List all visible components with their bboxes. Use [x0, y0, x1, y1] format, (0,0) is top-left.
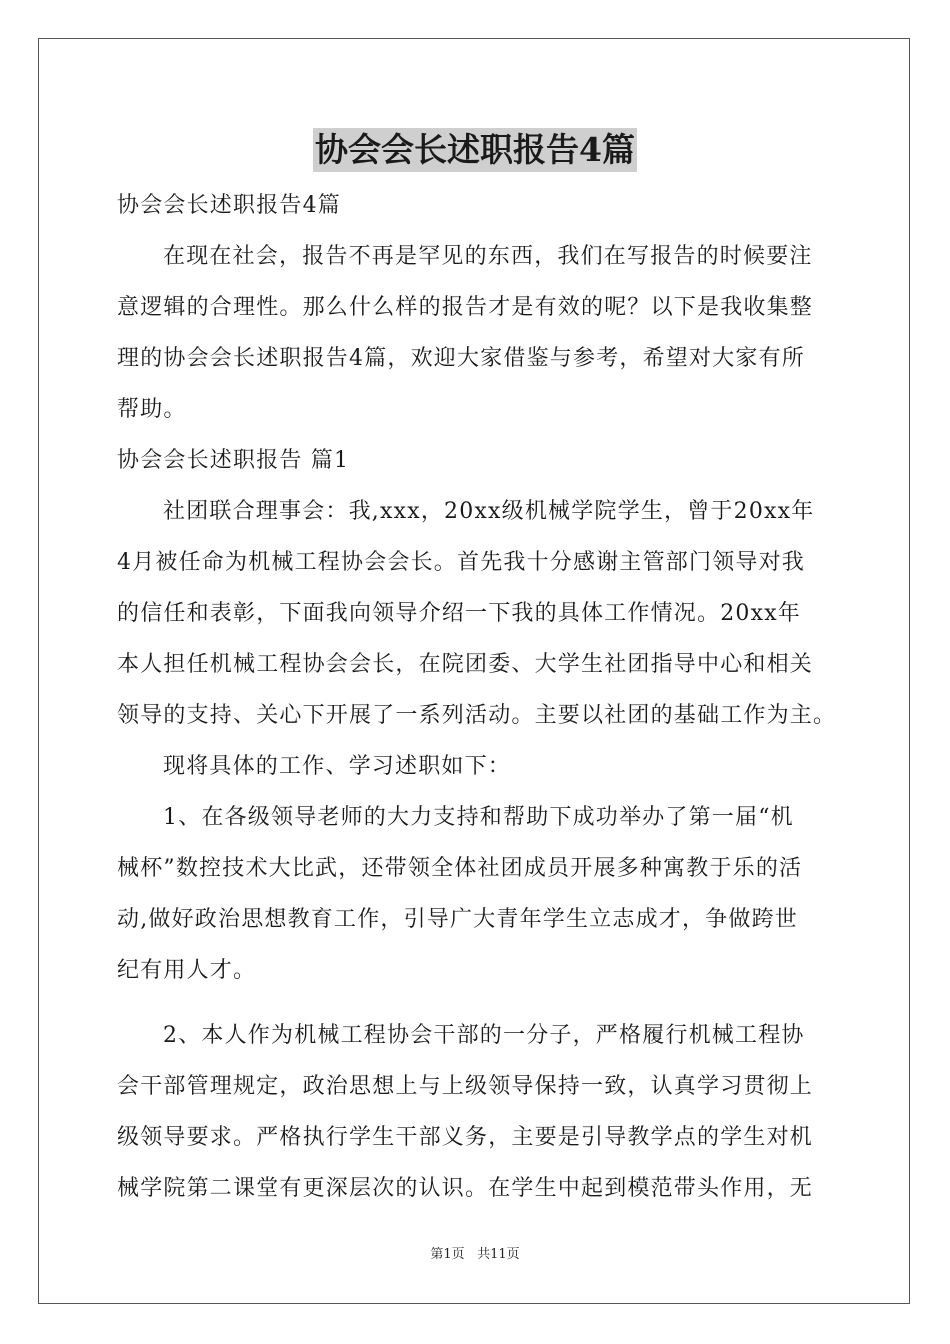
page-footer [0, 1246, 950, 1264]
paragraph-line: 领导的支持、关心下开展了一系列活动。主要以社团的基础工作为主。 [117, 703, 837, 728]
paragraph-line: 帮助。 [117, 397, 187, 422]
paragraph-line: 级领导要求。严格执行学生干部义务，主要是引导教学点的学生对机 [117, 1125, 814, 1150]
paragraph-line: 会干部管理规定，政治思想上与上级领导保持一致，认真学习贯彻上 [117, 1074, 814, 1099]
paragraph-line: 的信任和表彰，下面我向领导介绍一下我的具体工作情况。20xx年 [117, 601, 802, 626]
paragraph-line: 械学院第二课堂有更深层次的认识。在学生中起到模范带头作用，无 [117, 1176, 814, 1201]
document-title: 协会会长述职报告4篇 [313, 128, 637, 172]
page-total: 共11页 [477, 1247, 520, 1262]
paragraph-gap [117, 996, 837, 1010]
subtitle-line: 协会会长述职报告4篇 [117, 193, 341, 218]
page-number: 第1页 [430, 1247, 465, 1262]
paragraph-line: 动,做好政治思想教育工作，引导广大青年学生立志成才，争做跨世 [117, 907, 798, 932]
paragraph-line: 4月被任命为机械工程协会会长。首先我十分感谢主管部门领导对我 [117, 550, 805, 575]
paragraph-line: 纪有用人才。 [117, 958, 257, 983]
paragraph-line: 本人担任机械工程协会会长，在院团委、大学生社团指导中心和相关 [117, 652, 814, 677]
paragraph-line: 意逻辑的合理性。那么什么样的报告才是有效的呢？以下是我收集整 [117, 295, 814, 320]
paragraph-line: 现将具体的工作、学习述职如下： [163, 754, 512, 779]
paragraph-line: 理的协会会长述职报告4篇，欢迎大家借鉴与参考，希望对大家有所 [117, 346, 805, 371]
section-heading: 协会会长述职报告 篇1 [117, 448, 350, 473]
paragraph-line: 在现在社会，报告不再是罕见的东西，我们在写报告的时候要注 [163, 244, 813, 269]
paragraph-line: 社团联合理事会：我,xxx，20xx级机械学院学生，曾于20xx年 [163, 499, 815, 524]
title-wrap [0, 128, 950, 172]
paragraph-line: 2、本人作为机械工程协会干部的一分子，严格履行机械工程协 [163, 1023, 805, 1048]
document-body [117, 180, 837, 1214]
paragraph-line: 1、在各级领导老师的大力支持和帮助下成功举办了第一届“机 [163, 805, 794, 830]
paragraph-line: 械杯”数控技术大比武，还带领全体社团成员开展多种寓教于乐的活 [117, 856, 803, 881]
